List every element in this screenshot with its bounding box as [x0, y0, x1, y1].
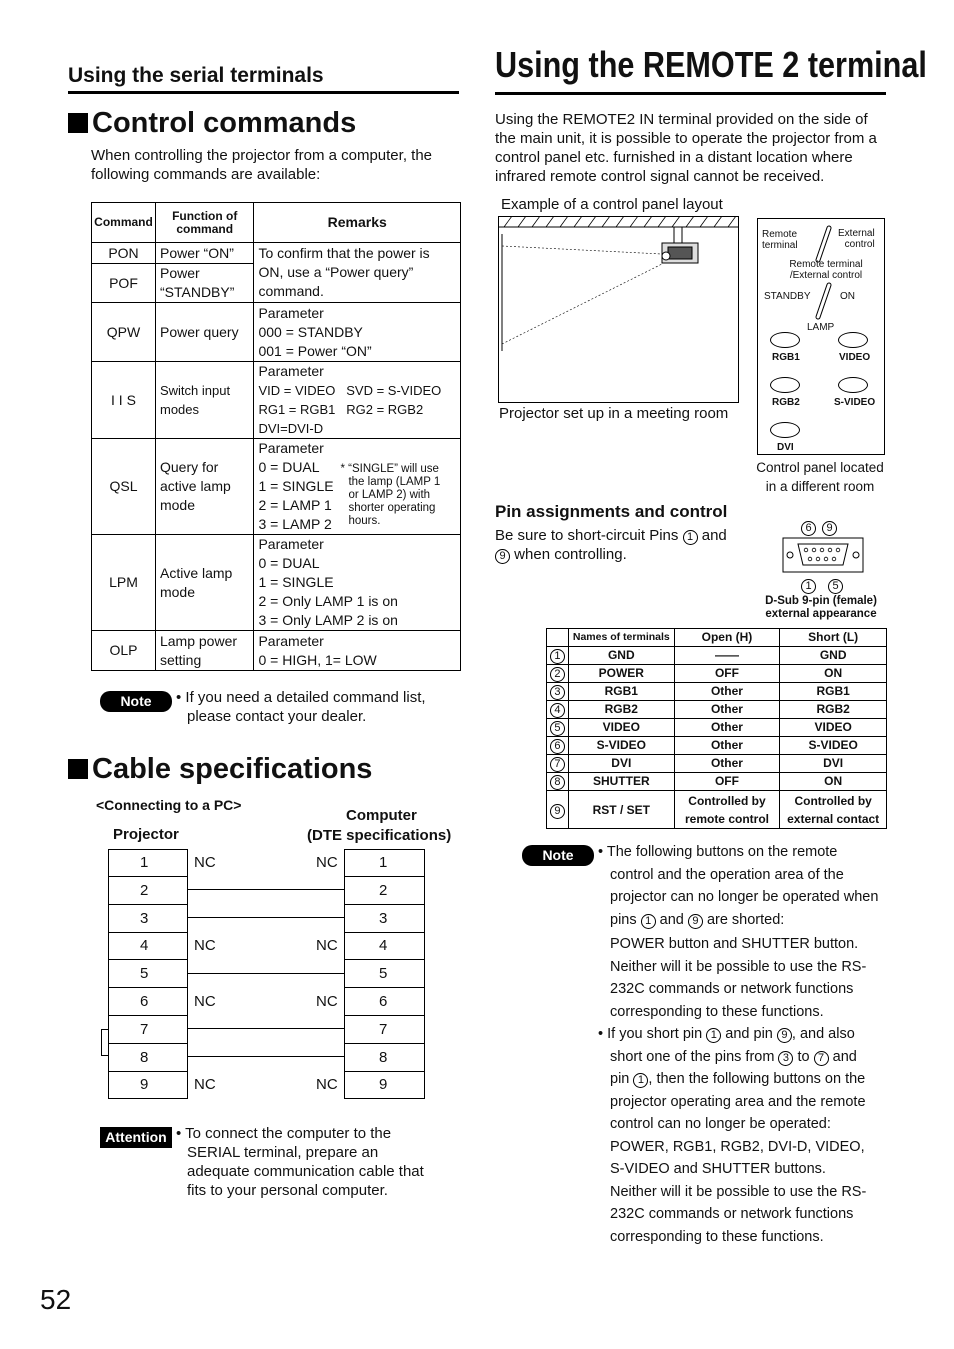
projector-pin: 2 — [108, 877, 188, 905]
pin-row — [547, 647, 887, 665]
note-line: control can no longer be operated: — [610, 1116, 831, 1132]
col-header-function: Function of command — [155, 203, 253, 243]
pin-1-marker: 1 — [706, 1028, 721, 1043]
note-text: , and also — [791, 1026, 855, 1042]
single-footnote — [340, 463, 440, 528]
dsub-pin-label: 9 — [822, 521, 837, 536]
attention-line: SERIAL terminal, prepare an — [187, 1144, 379, 1161]
dsub-pin-label: 1 — [801, 579, 816, 594]
pin-number — [547, 683, 569, 701]
computer-pin: 2 — [344, 877, 425, 905]
dsub-top-pin-labels — [801, 518, 837, 536]
projector-label: Projector — [113, 826, 179, 843]
note-line: corresponding to these functions. — [610, 1228, 824, 1245]
remark-line: 0 = DUAL — [258, 555, 320, 571]
cmd-remarks — [254, 631, 461, 671]
note-line: Neither will it be possible to use the RS- — [610, 958, 867, 975]
projector-pin: 8 — [108, 1044, 188, 1072]
remark-line: DVI=DVI-D — [258, 421, 324, 436]
pin-name: GND — [568, 647, 674, 665]
nc-label: NC — [194, 993, 216, 1010]
intro-line: infrared remote control signal cannot be received. — [495, 168, 825, 185]
panel-text: External — [838, 228, 875, 239]
pin-open-value: Other — [674, 737, 780, 755]
pin-instructions — [495, 526, 765, 564]
remote-terminal-label — [762, 229, 798, 251]
dsub-pin-label: 5 — [828, 579, 843, 594]
cmd-function: Switch input modes — [155, 362, 253, 439]
attention-badge: Attention — [100, 1127, 172, 1148]
pin-open-value: —— — [674, 647, 780, 665]
note-line: POWER button and SHUTTER button. — [610, 936, 859, 952]
computer-pin: 5 — [344, 960, 425, 988]
note-text: pins — [610, 911, 637, 928]
cmd-function: Active lamp mode — [155, 535, 253, 631]
control-commands-title — [68, 107, 356, 140]
attention-line: fits to your personal computer. — [187, 1182, 388, 1199]
nc-label: NC — [194, 854, 216, 871]
remark-line: ON, use a “Power query” — [258, 264, 414, 280]
remote2-intro — [495, 110, 895, 186]
pin-number — [547, 701, 569, 719]
pin-open-value: Other — [674, 683, 780, 701]
pin-number-marker: 9 — [550, 804, 565, 819]
note-text: are shorted: — [706, 911, 785, 928]
pin-short-value: RGB2 — [780, 701, 887, 719]
pin-short-value: ON — [780, 665, 887, 683]
example-caption: Example of a control panel layout — [501, 196, 723, 213]
rgb2-panel-label: RGB2 — [772, 397, 800, 408]
note-text: • If you short pin — [598, 1026, 703, 1042]
pin-name: VIDEO — [568, 719, 674, 737]
remark-line: To confirm that the power is — [258, 245, 430, 261]
pin-name: RST / SET — [568, 791, 674, 829]
pin-name: RGB2 — [568, 701, 674, 719]
pin-open-value: OFF — [674, 773, 780, 791]
pin-number — [547, 665, 569, 683]
on-label: ON — [840, 291, 855, 302]
col-header-short: Short (L) — [780, 629, 887, 647]
note-line: projector operating area and the remote — [610, 1093, 866, 1110]
cmd-remarks — [254, 303, 461, 362]
wire-line — [188, 1028, 344, 1029]
toggle-switch-icon[interactable] — [814, 224, 834, 264]
panel-text: /External control — [789, 270, 863, 281]
intro-line: the main unit, it is possible to operate the projector from a — [495, 130, 877, 147]
cmd-function: Lamp power setting — [155, 631, 253, 671]
pin-short-value: ON — [780, 773, 887, 791]
panel-caption — [752, 458, 888, 496]
meeting-room-diagram — [498, 216, 740, 404]
pin-row — [547, 791, 887, 829]
projector-pin: 7 — [108, 1016, 188, 1044]
cable-specs-title-text: Cable specifications — [92, 753, 373, 785]
panel-text: Remote terminal — [789, 259, 863, 270]
pin-open-value: Controlled by remote control — [674, 791, 780, 829]
remark-line: Parameter — [258, 632, 324, 649]
footnote-line: * “SINGLE” will use — [340, 463, 439, 475]
projector-pin: 4 — [108, 932, 188, 960]
note-line: 232C commands or network functions — [610, 981, 854, 997]
pin-number-marker: 2 — [550, 667, 565, 682]
section-heading-serial: Using the serial terminals — [68, 64, 459, 94]
control-intro: When controlling the projector from a computer, the following commands are available: — [91, 147, 433, 183]
pin-row — [547, 755, 887, 773]
remark-line: 2 = Only LAMP 1 is on — [258, 593, 398, 609]
note-line: Neither will it be possible to use the RS- — [610, 1183, 867, 1200]
col-header-names: Names of terminals — [568, 629, 674, 647]
note-text: and — [659, 911, 684, 928]
dvi-panel-button[interactable] — [770, 422, 800, 438]
footnote-line: the lamp (LAMP 1 — [348, 476, 441, 488]
caption-line: D-Sub 9-pin (female) — [765, 595, 877, 607]
computer-pin: 7 — [344, 1016, 425, 1044]
standby-label: STANDBY — [764, 291, 811, 302]
control-panel-diagram — [757, 218, 885, 455]
caption-line: external appearance — [765, 608, 877, 620]
pin-number — [547, 791, 569, 829]
projector-pin: 9 — [140, 1076, 149, 1094]
pin-text: and — [701, 527, 727, 544]
remark-line: Parameter — [258, 304, 324, 321]
projector-pin: 1 — [108, 849, 188, 877]
nc-label: NC — [316, 854, 338, 871]
cmd-remarks-power — [254, 243, 461, 303]
remark-line: 0 = HIGH, 1= LOW — [258, 651, 377, 668]
square-bullet-icon — [68, 759, 88, 779]
cmd-remarks — [254, 535, 461, 631]
computer-pin: 6 — [344, 988, 425, 1016]
cmd-code: LPM — [92, 535, 156, 631]
dsub-bottom-pin-labels — [801, 576, 843, 594]
nc-label: NC — [316, 993, 338, 1010]
pin-number-marker: 4 — [550, 703, 565, 718]
note-line: • The following buttons on the remote — [598, 844, 838, 860]
pin-row — [547, 665, 887, 683]
computer-pin: 3 — [344, 905, 425, 933]
note-line: POWER, RGB1, RGB2, DVI-D, VIDEO, — [610, 1138, 865, 1155]
cmd-code: QPW — [92, 303, 156, 362]
remark-line: 001 = Power “ON” — [258, 342, 372, 359]
remark-line: VID = VIDEO SVD = S-VIDEO — [258, 383, 442, 398]
pin-assignment-table — [546, 628, 887, 829]
note-text: to — [797, 1048, 810, 1065]
remark-line: 3 = Only LAMP 2 is on — [258, 612, 398, 628]
projector-pin: 5 — [108, 960, 188, 988]
pin-text: Be sure to short-circuit Pins — [495, 527, 679, 544]
pin-9-marker: 9 — [688, 914, 703, 929]
panel-text: control — [844, 239, 875, 250]
pin-open-value: Other — [674, 755, 780, 773]
caption-line: Control panel located — [756, 460, 884, 475]
pin-short-value: VIDEO — [780, 719, 887, 737]
remark-line: 3 = LAMP 2 — [258, 516, 332, 532]
lamp-label: LAMP — [807, 322, 835, 333]
room-caption: Projector set up in a meeting room — [499, 405, 729, 422]
pin-short-value: RGB1 — [780, 683, 887, 701]
caption-line: in a different room — [765, 479, 875, 494]
dsub-connector-icon — [782, 537, 864, 573]
dsub-pin-label: 6 — [801, 521, 816, 536]
note-text — [176, 688, 466, 726]
remote2-title: Using the REMOTE 2 terminal — [495, 44, 827, 95]
remark-line: command. — [258, 283, 324, 299]
control-commands-title-text: Control commands — [92, 107, 357, 139]
cmd-remarks — [254, 362, 461, 439]
cmd-code: OLP — [92, 631, 156, 671]
remark-line: 000 = STANDBY — [258, 323, 363, 340]
pin-number — [547, 773, 569, 791]
remark-line: 1 = SINGLE — [258, 574, 334, 590]
cmd-code: POF — [92, 264, 156, 303]
pin-name: POWER — [568, 665, 674, 683]
pin-number — [547, 719, 569, 737]
pin-number-header — [547, 629, 569, 647]
footnote-line: shorter operating — [348, 502, 436, 514]
footnote-line: or LAMP 2) with — [348, 489, 431, 501]
wire-line — [188, 917, 344, 918]
note-text: , then the following buttons on the — [648, 1071, 866, 1087]
attention-line: adequate communication cable that — [187, 1163, 424, 1180]
rgb2-panel-button[interactable] — [770, 377, 800, 393]
pin-open-value: Other — [674, 701, 780, 719]
remark-line: Parameter — [258, 536, 324, 552]
cmd-function: Power “STANDBY” — [155, 264, 253, 303]
note-line: please contact your dealer. — [187, 708, 367, 725]
pin-row — [547, 683, 887, 701]
pin-number-marker: 8 — [550, 775, 565, 790]
cmd-function: Query for active lamp mode — [155, 439, 253, 535]
pin-name: SHUTTER — [568, 773, 674, 791]
remark-line: Parameter — [258, 440, 324, 456]
remark-line: Parameter — [258, 363, 324, 379]
computer-pin: 4 — [344, 932, 425, 960]
cmd-function: Power “ON” — [155, 243, 253, 264]
pin-1-marker: 1 — [641, 914, 656, 929]
dvi-panel-label: DVI — [777, 442, 794, 453]
note-line: 232C commands or network functions — [610, 1206, 854, 1222]
note-badge: Note — [522, 845, 594, 866]
wire-line — [188, 1056, 344, 1057]
note-line: control and the operation area of the — [610, 866, 844, 883]
col-header-remarks: Remarks — [254, 203, 461, 243]
pin-short-value: DVI — [780, 755, 887, 773]
pin-1-marker: 1 — [633, 1073, 648, 1088]
col-header-command: Command — [92, 203, 156, 243]
pin-assignments-title: Pin assignments and control — [495, 502, 728, 521]
computer-pin: 8 — [344, 1044, 425, 1072]
pin-name: S-VIDEO — [568, 737, 674, 755]
pin-row — [547, 737, 887, 755]
computer-sub-label: (DTE specifications) — [307, 827, 452, 844]
pin-number — [547, 737, 569, 755]
cmd-remarks — [254, 439, 461, 535]
video-panel-button[interactable] — [838, 332, 868, 348]
rgb1-panel-label: RGB1 — [772, 352, 800, 363]
commands-table — [91, 202, 461, 671]
remark-line: 2 = LAMP 1 — [258, 497, 332, 513]
note-line: S-VIDEO and SHUTTER buttons. — [610, 1161, 826, 1177]
pin-short-value: GND — [780, 647, 887, 665]
pin-7-marker: 7 — [814, 1051, 829, 1066]
col-header-open: Open (H) — [674, 629, 780, 647]
projector-pin: 6 — [108, 988, 188, 1016]
intro-line: Using the REMOTE2 IN terminal provided on the side of — [495, 111, 868, 128]
intro-line: control panel etc. furnished in a distant location where — [495, 149, 853, 166]
square-bullet-icon — [68, 113, 88, 133]
nc-label: NC — [194, 1076, 216, 1093]
pin-9-marker: 9 — [777, 1028, 792, 1043]
connecting-label: <Connecting to a PC> — [96, 797, 242, 813]
pin-open-value: OFF — [674, 665, 780, 683]
remark-line: 1 = SINGLE — [258, 478, 334, 494]
title-rule — [495, 92, 886, 95]
remote-external-label — [784, 259, 868, 281]
note-line: • If you need a detailed command list, — [176, 689, 426, 706]
video-panel-label: VIDEO — [839, 352, 871, 363]
nc-label: NC — [316, 937, 338, 954]
pin-number — [547, 647, 569, 665]
remark-line: 0 = DUAL — [258, 459, 320, 475]
pin-row — [547, 773, 887, 791]
note-text: and — [832, 1048, 857, 1065]
dsub-caption — [752, 595, 890, 621]
remark-line: RG1 = RGB1 RG2 = RGB2 — [258, 402, 424, 417]
pin-name: RGB1 — [568, 683, 674, 701]
note-badge: Note — [100, 691, 172, 712]
note-text: pin — [610, 1071, 630, 1087]
nc-label: NC — [194, 937, 216, 954]
wire-line — [188, 973, 344, 974]
note-line: projector can no longer be operated when — [610, 889, 879, 905]
attention-line: • To connect the computer to the — [176, 1125, 392, 1142]
note-text: and pin — [725, 1026, 773, 1042]
cmd-code: QSL — [92, 439, 156, 535]
pin-number — [547, 755, 569, 773]
wire-line — [188, 889, 344, 890]
rgb1-panel-button[interactable] — [770, 332, 800, 348]
cable-diagram — [108, 849, 426, 1099]
pin-short-value: Controlled by external contact — [780, 791, 887, 829]
pin-number-marker: 7 — [550, 757, 565, 772]
panel-text: Remote — [762, 229, 798, 240]
page-number: 52 — [40, 1284, 72, 1315]
pin-text: when controlling. — [514, 546, 627, 563]
pin-number-marker: 6 — [550, 739, 565, 754]
pin-open-value: Other — [674, 719, 780, 737]
svideo-panel-button[interactable] — [838, 377, 868, 393]
computer-pin: 9 — [379, 1076, 388, 1094]
pin-name: DVI — [568, 755, 674, 773]
pin-1-marker: 1 — [683, 530, 698, 545]
pin-9-marker: 9 — [495, 549, 510, 564]
note-text-right — [598, 841, 898, 1248]
cmd-code: PON — [92, 243, 156, 264]
note-line: corresponding to these functions. — [610, 1003, 824, 1020]
pin-number-marker: 5 — [550, 721, 565, 736]
external-control-label — [838, 228, 875, 250]
jumper-bracket — [101, 1029, 108, 1056]
note-text: short one of the pins from — [610, 1048, 775, 1065]
pin-3-marker: 3 — [778, 1051, 793, 1066]
cmd-code: I I S — [92, 362, 156, 439]
computer-pin: 1 — [344, 849, 425, 877]
pin-row — [547, 701, 887, 719]
pin-row — [547, 719, 887, 737]
nc-label: NC — [316, 1076, 338, 1093]
pin-number-marker: 3 — [550, 685, 565, 700]
pin-number-marker: 1 — [550, 649, 565, 664]
cmd-function: Power query — [155, 303, 253, 362]
toggle-switch-icon[interactable] — [814, 281, 834, 321]
computer-label: Computer — [346, 807, 417, 824]
footnote-line: hours. — [348, 515, 381, 527]
pin-short-value: S-VIDEO — [780, 737, 887, 755]
panel-text: terminal — [762, 240, 798, 251]
attention-text — [176, 1124, 466, 1200]
projector-pin: 3 — [108, 905, 188, 933]
svideo-panel-label: S-VIDEO — [834, 397, 876, 408]
cable-specs-title — [68, 753, 372, 786]
